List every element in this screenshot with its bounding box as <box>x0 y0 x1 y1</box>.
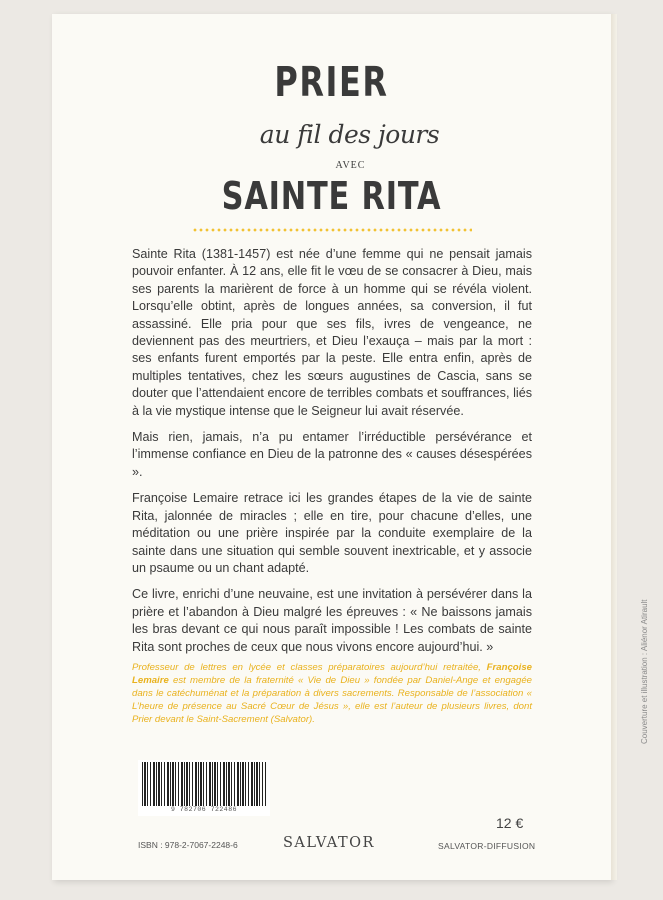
illustration-credit: Couverture et illustration : Aliénor Atirault <box>640 599 649 744</box>
summary-paragraph: Françoise Lemaire retrace ici les grandes étapes de la vie de sainte Rita, jalonnée de miracles ; elle en tire, pour chacune d’elles, une méditation ou une prière inspirée par la conduite exemplaire de la sainte dans une situation qui semble souvent inextricable, et y associe un psaume ou un chant adapté. <box>132 491 532 575</box>
barcode-number: 9 782706 722486 <box>170 806 237 813</box>
page-edge <box>611 14 617 880</box>
summary-paragraph: Mais rien, jamais, n’a pu entamer l’irréductible persévérance et l’immense confiance en Dieu de la patronne des « causes désespérées ». <box>132 430 532 479</box>
barcode-bars <box>142 762 266 806</box>
title-sainte-rita: SAINTE RITA <box>221 174 442 218</box>
publisher-logo: SALVATOR <box>283 835 375 851</box>
book-back-cover <box>52 14 649 880</box>
title-prier: PRIER <box>274 58 389 106</box>
title-avec: AVEC <box>335 160 366 171</box>
summary-text <box>132 246 532 665</box>
summary-paragraph: Sainte Rita (1381-1457) est née d’une femme qui ne pensait jamais pouvoir enfanter. À 12 ans, elle fit le vœu de se consacrer à Dieu, mais ses parents la marièrent de force à un homme qui se révéla violent. Lorsqu’elle obtint, après de longues années, sa conversion, il fut assassiné. Elle pria pour que ses fils, ivres de vengeance, ne deviennent pas des meurtriers, et Dieu l’exauça – mais par la mort : ses enfants furent emportés par la peste. Elle entra enfin, après de multiples tentatives, chez les sœurs augustines de Cascia, sans se douter que l’attendaient encore de terribles combats et souffrances, liés à la vie mystique intense que le Seigneur lui avait réservée. <box>132 247 532 418</box>
distributor: SALVATOR-DIFFUSION <box>438 841 536 851</box>
author-name: Françoise Lemaire <box>132 662 532 686</box>
summary-paragraph: Ce livre, enrichi d’une neuvaine, est une invitation à persévérer dans la prière et l’abandon à Dieu malgré les épreuves : « Ne baissons jamais les bras devant ce qui nous paraît impossible ! Les combats de sainte Rita sont proches de ceux que nous vivons encore aujourd’hui. » <box>132 587 532 654</box>
barcode <box>138 760 270 816</box>
author-bio-intro: Professeur de lettres en lycée et classes préparatoires aujourd’hui retraitée, <box>132 662 487 673</box>
dotted-divider <box>192 228 472 232</box>
title-au-fil-des-jours: au fil des jours <box>259 120 440 149</box>
isbn: ISBN : 978-2-7067-2248-6 <box>138 840 238 850</box>
author-bio-rest: est membre de la fraternité « Vie de Dieu » fondée par Daniel-Ange et engagée dans le catéchuménat et la préparation à divers sacrements. Responsable de l’association « L’heure de présence au Sacré Cœur de Jésus », elle est l’auteur de plusieurs livres, dont Prier devant le Saint-Sacrement (Salvator). <box>132 675 532 725</box>
price: 12 € <box>496 815 524 831</box>
author-bio <box>132 661 532 726</box>
